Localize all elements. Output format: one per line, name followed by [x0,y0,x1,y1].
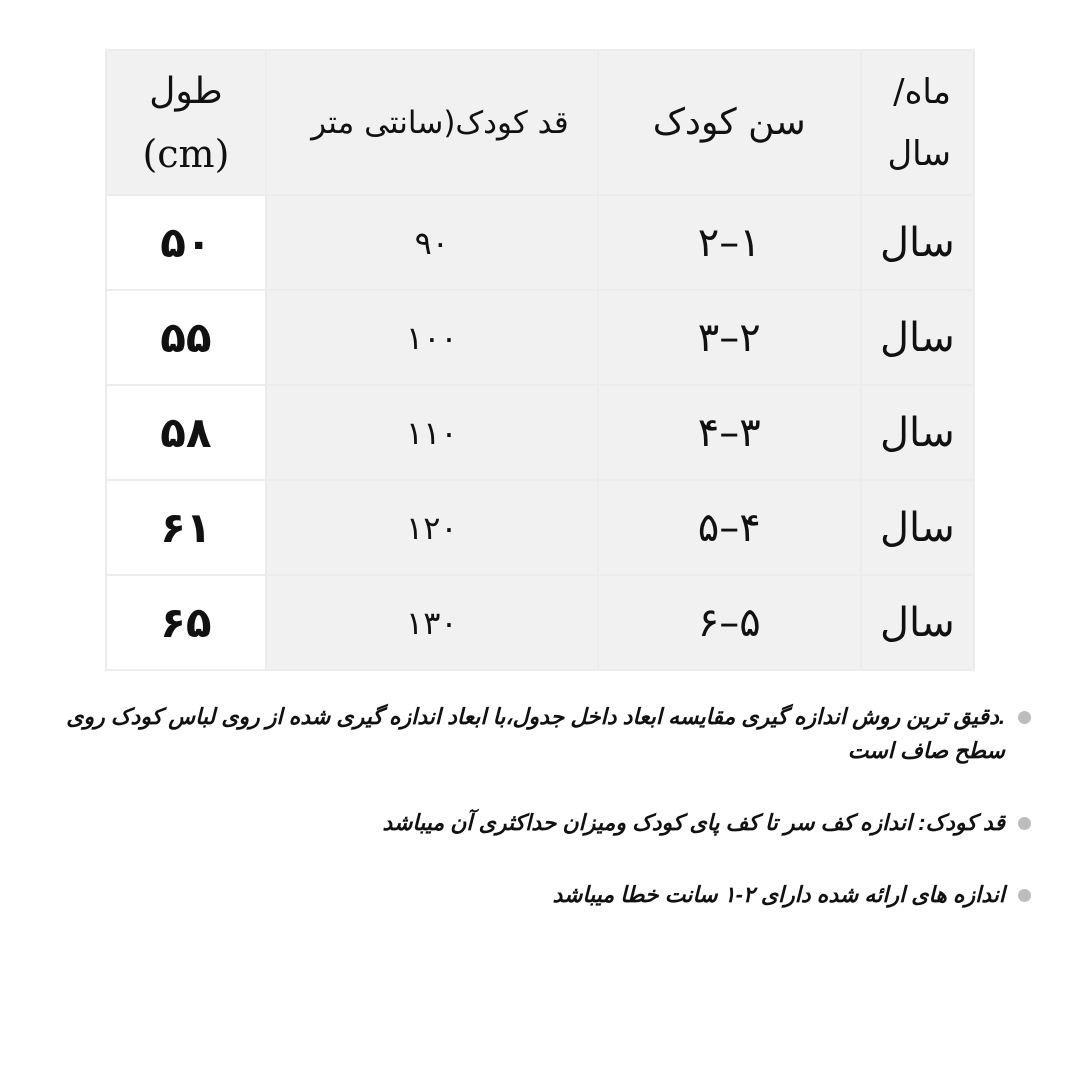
cell-age: ۲–۳ [598,290,861,385]
cell-age: ۴–۵ [598,480,861,575]
header-length-line1: طول [149,70,223,112]
header-height: قد کودک(سانتی متر [266,50,598,195]
header-unit-line2: سال [887,133,951,174]
cell-age: ۳–۴ [598,385,861,480]
cell-unit: سال [861,195,974,290]
header-unit-line1: ماه/ [893,71,951,112]
cell-unit: سال [861,480,974,575]
bullet-icon [1018,889,1031,902]
cell-length: ۶۱ [106,480,266,575]
header-length [106,50,266,195]
table-row [106,480,974,575]
cell-age: ۱–۲ [598,195,861,290]
cell-height: ۱۱۰ [266,385,598,480]
table-row [106,290,974,385]
note-text: قد کودک: اندازه کف سر تا کف پای کودک ومیزان حداکثری آن میباشد [382,810,1005,835]
table-header-row [106,50,974,195]
cell-length: ۵۸ [106,385,266,480]
cell-length: ۶۵ [106,575,266,670]
cell-height: ۹۰ [266,195,598,290]
cell-unit: سال [861,575,974,670]
cell-unit: سال [861,290,974,385]
bullet-icon [1018,711,1031,724]
note-item [40,878,1035,912]
note-item [40,700,1035,768]
table-row [106,575,974,670]
header-age: سن کودک [598,50,861,195]
notes-list [40,700,1035,950]
bullet-icon [1018,817,1031,830]
table-row [106,385,974,480]
cell-length: ۵۵ [106,290,266,385]
cell-height: ۱۲۰ [266,480,598,575]
cell-height: ۱۳۰ [266,575,598,670]
note-item [40,806,1035,840]
header-length-line2: (cm) [142,131,230,176]
cell-height: ۱۰۰ [266,290,598,385]
cell-age: ۵–۶ [598,575,861,670]
table-row [106,195,974,290]
cell-unit: سال [861,385,974,480]
note-text: اندازه های ارائه شده دارای ۲-۱ سانت خطا میباشد [552,882,1005,907]
size-chart-table [105,49,975,671]
note-text: .دقیق ترین روش اندازه گیری مقایسه ابعاد داخل جدول،با ابعاد اندازه گیری شده از روی لباس کودک روی سطح صاف است [66,704,1005,763]
cell-length: ۵۰ [106,195,266,290]
header-unit [861,50,974,195]
